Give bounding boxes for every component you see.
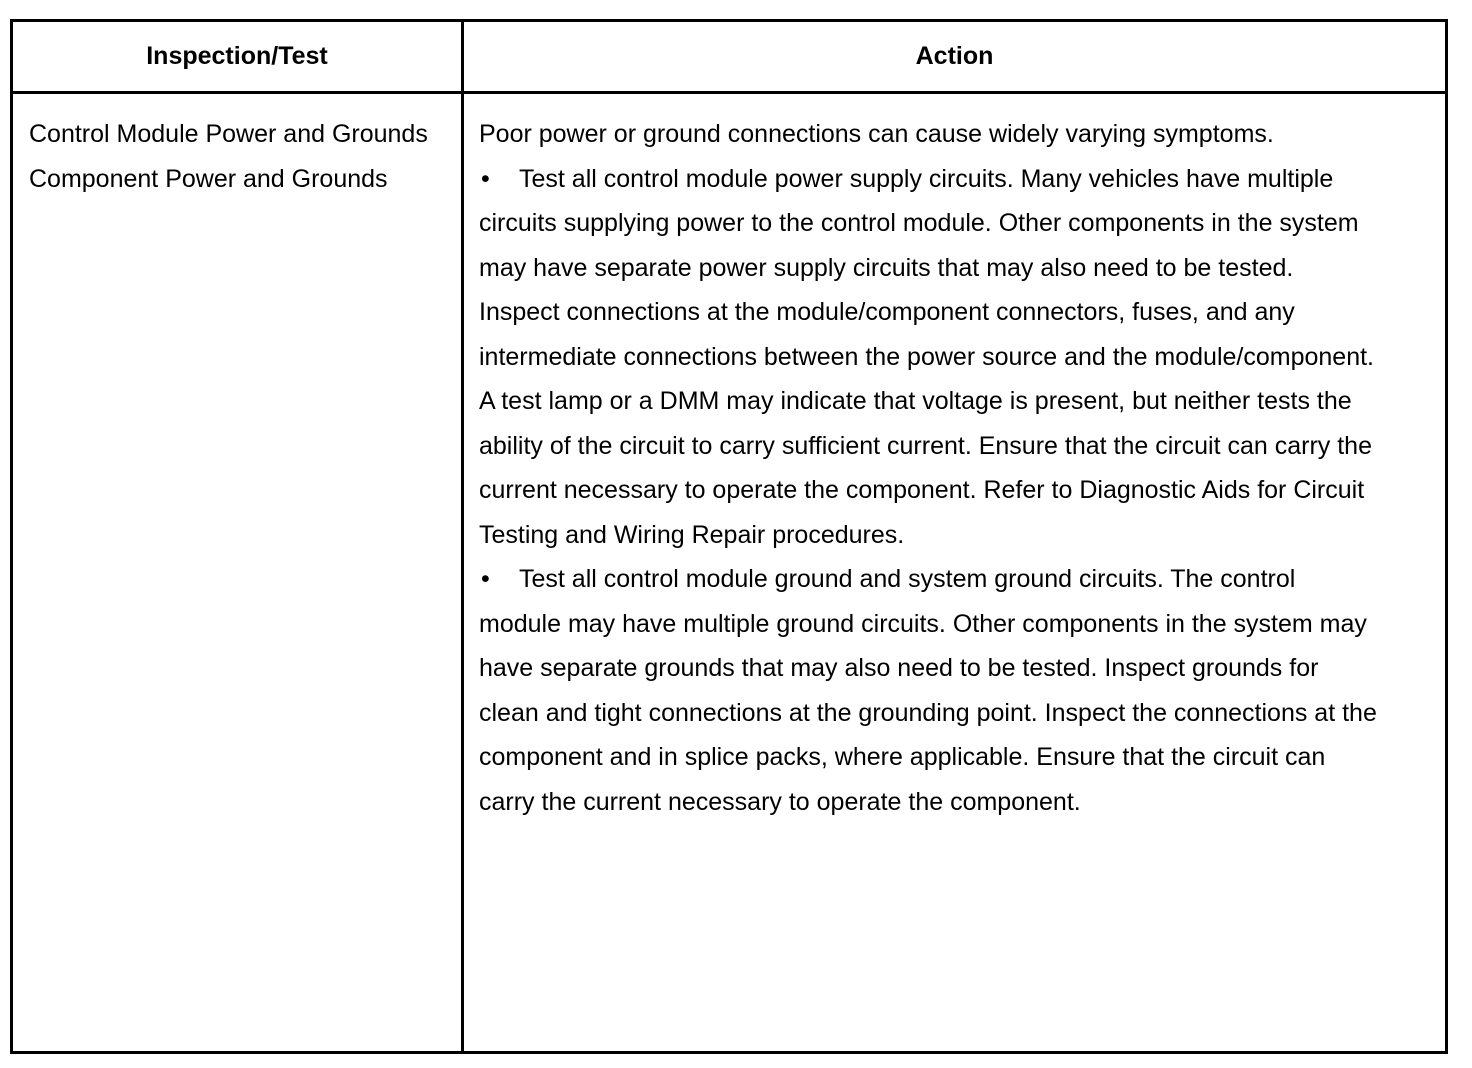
action-intro: Poor power or ground connections can cause widely varying symptoms. xyxy=(479,120,1274,148)
action-bullet-1 xyxy=(479,157,1379,558)
action-cell xyxy=(479,112,1379,824)
action-bullet-2 xyxy=(479,557,1379,824)
action-bullet-2-text: Test all control module ground and system ground circuits. The control module may have multiple ground circuits. Other components in the system may have separate grounds that may also need to be tested. Inspect grounds for clean and tight connections at the grounding point. Inspect the connections at the component and in splice packs, where applicable. Ensure that the circuit can carry the current necessary to operate the component. xyxy=(479,565,1377,816)
column-divider xyxy=(461,22,464,1051)
action-bullet-1-text: Test all control module power supply circuits. Many vehicles have multiple circuits supplying power to the control module. Other components in the system may have separate power supply circuits that may also need to be tested. Inspect connections at the module/component connectors, fuses, and any intermediate connections between the power source and the module/component. A test lamp or a DMM may indicate that voltage is present, but neither tests the ability of the circuit to carry sufficient current. Ensure that the circuit can carry the current necessary to operate the component. Refer to Diagnostic Aids for Circuit Testing and Wiring Repair procedures. xyxy=(479,164,1375,549)
inspection-cell: Control Module Power and Grounds Component Power and Grounds xyxy=(29,120,428,193)
inspection-table xyxy=(10,19,1448,1054)
bullet-icon: • xyxy=(481,164,490,193)
header-inspection-test: Inspection/Test xyxy=(146,42,328,70)
table-header-row xyxy=(13,22,1445,94)
header-action: Action xyxy=(915,42,994,70)
bullet-icon: • xyxy=(481,565,490,593)
